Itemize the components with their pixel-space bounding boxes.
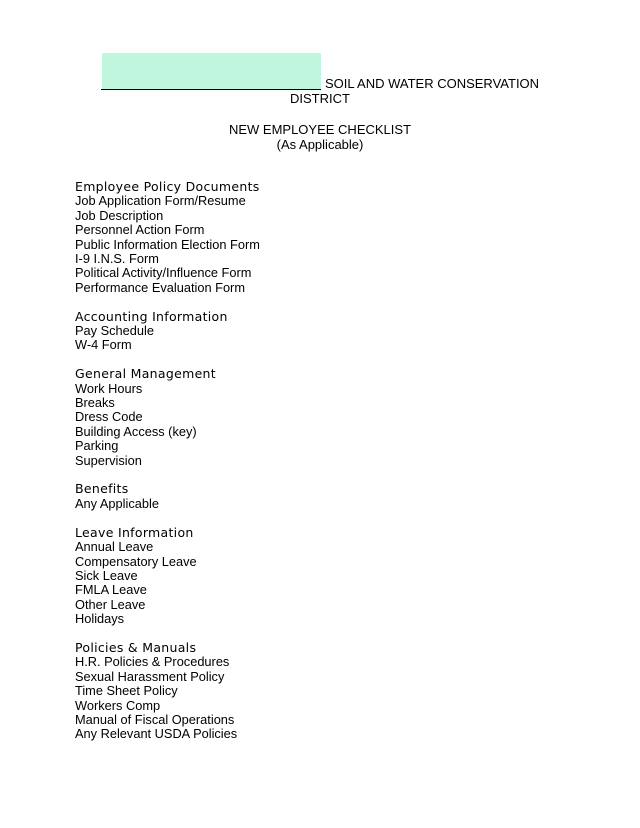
checklist-item: W-4 Form <box>75 337 132 353</box>
section-title: Accounting Information <box>75 308 228 324</box>
checklist-section <box>75 526 555 627</box>
checklist-item: Workers Comp <box>75 697 161 713</box>
checklist-section <box>75 180 555 295</box>
checklist-item: Parking <box>75 438 119 454</box>
checklist-item: Sick Leave <box>75 567 138 583</box>
district-name-field[interactable] <box>102 53 321 89</box>
checklist-item: Sexual Harassment Policy <box>75 668 225 684</box>
checklist-item: Any Relevant USDA Policies <box>75 726 238 742</box>
page-title: NEW EMPLOYEE CHECKLIST <box>228 122 412 137</box>
checklist-item: Holidays <box>75 611 125 627</box>
checklist-item: Any Applicable <box>75 495 159 511</box>
checklist-item: Performance Evaluation Form <box>75 279 245 295</box>
checklist-item: Public Information Election Form <box>75 236 260 252</box>
checklist-section <box>75 482 555 511</box>
checklist-item: Time Sheet Policy <box>75 683 178 699</box>
checklist-item: H.R. Policies & Procedures <box>75 654 230 670</box>
checklist-item: FMLA Leave <box>75 582 147 598</box>
org-name-line2: DISTRICT <box>290 91 350 106</box>
checklist-item: Personnel Action Form <box>75 222 205 238</box>
section-title: Leave Information <box>75 524 194 540</box>
checklist-item: Other Leave <box>75 596 146 612</box>
checklist-item: Breaks <box>75 395 115 411</box>
checklist-item: I-9 I.N.S. Form <box>75 251 159 267</box>
org-name-line1: SOIL AND WATER CONSERVATION <box>325 76 540 91</box>
checklist-item: Political Activity/Influence Form <box>75 265 252 281</box>
page-subtitle: (As Applicable) <box>276 137 364 152</box>
checklist-item: Work Hours <box>75 380 143 396</box>
checklist-item: Job Application Form/Resume <box>75 193 246 209</box>
checklist-section <box>75 310 555 353</box>
checklist-item: Job Description <box>75 207 164 223</box>
checklist <box>75 180 555 756</box>
section-title: Employee Policy Documents <box>75 179 260 194</box>
checklist-item: Pay Schedule <box>75 323 154 339</box>
checklist-item: Building Access (key) <box>75 423 197 439</box>
section-title: Policies & Manuals <box>75 639 197 655</box>
checklist-item: Dress Code <box>75 409 143 425</box>
section-title: General Management <box>75 366 216 382</box>
checklist-item: Supervision <box>75 452 142 468</box>
checklist-section <box>75 641 555 742</box>
checklist-item: Annual Leave <box>75 539 154 555</box>
checklist-section <box>75 367 555 468</box>
checklist-item: Compensatory Leave <box>75 553 197 569</box>
checklist-item: Manual of Fiscal Operations <box>75 711 235 727</box>
section-title: Benefits <box>75 481 129 497</box>
district-name-underline <box>101 89 321 90</box>
